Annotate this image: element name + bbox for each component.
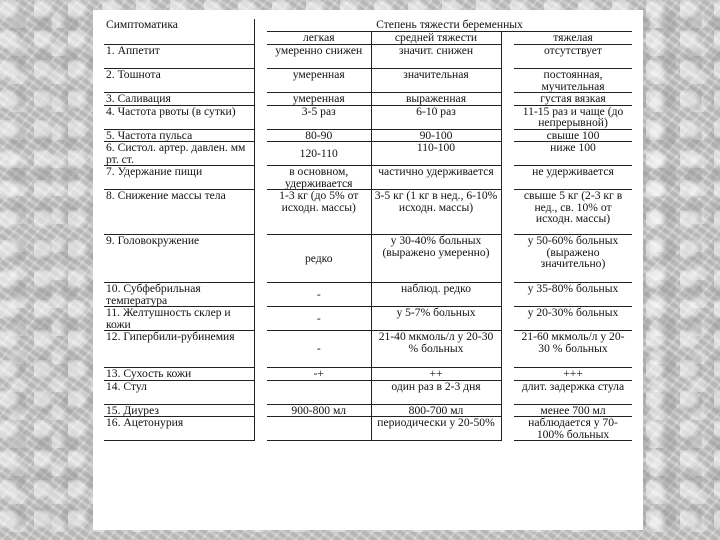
row-moderate: 3-5 кг (1 кг в нед., 6-10% исходн. массы)	[371, 190, 501, 235]
table-row	[104, 307, 632, 331]
row-moderate: у 30-40% больных (выражено умеренно)	[371, 235, 501, 283]
table-row	[104, 190, 632, 235]
row-mild: 3-5 раз	[267, 105, 371, 129]
row-mild: -	[267, 307, 371, 331]
row-moderate: один раз в 2-3 дня	[371, 380, 501, 404]
table-row	[104, 404, 632, 417]
row-moderate: 110-100	[371, 142, 501, 166]
row-mild: -+	[267, 368, 371, 381]
table-row	[104, 166, 632, 190]
row-symptom: 2. Тошнота	[104, 69, 254, 93]
row-symptom: 12. Гипербили-рубинемия	[104, 331, 254, 368]
row-symptom: 6. Систол. артер. давлен. мм рт. ст.	[104, 142, 254, 166]
row-moderate: частично удерживается	[371, 166, 501, 190]
row-mild	[267, 380, 371, 404]
table-row	[104, 105, 632, 129]
row-severe: у 20-30% больных	[514, 307, 632, 331]
row-symptom: 3. Саливация	[104, 93, 254, 106]
row-moderate: выраженная	[371, 93, 501, 106]
row-symptom: 7. Удержание пищи	[104, 166, 254, 190]
table-row	[104, 93, 632, 106]
row-severe: менее 700 мл	[514, 404, 632, 417]
row-symptom: 16. Ацетонурия	[104, 417, 254, 441]
row-mild: 900-800 мл	[267, 404, 371, 417]
row-symptom: 15. Диурез	[104, 404, 254, 417]
row-severe: 21-60 мкмоль/л у 20-30 % больных	[514, 331, 632, 368]
row-mild: умеренная	[267, 69, 371, 93]
row-symptom: 5. Частота пульса	[104, 129, 254, 142]
row-mild: -	[267, 331, 371, 368]
table-row	[104, 142, 632, 166]
row-moderate: ++	[371, 368, 501, 381]
row-symptom: 8. Снижение массы тела	[104, 190, 254, 235]
table-row	[104, 235, 632, 283]
header-row	[104, 19, 632, 32]
row-symptom: 10. Субфебрильная температура	[104, 283, 254, 307]
row-severe: ниже 100	[514, 142, 632, 166]
row-severe: +++	[514, 368, 632, 381]
table-row	[104, 45, 632, 69]
header-symptom: Симптоматика	[104, 19, 254, 45]
row-mild: 80-90	[267, 129, 371, 142]
row-mild: -	[267, 283, 371, 307]
row-mild: в основном, удерживается	[267, 166, 371, 190]
row-symptom: 4. Частота рвоты (в сутки)	[104, 105, 254, 129]
row-moderate: периодически у 20-50%	[371, 417, 501, 441]
row-moderate: значительная	[371, 69, 501, 93]
header-mild: легкая	[267, 32, 371, 45]
row-severe: отсутствует	[514, 45, 632, 69]
row-symptom: 14. Стул	[104, 380, 254, 404]
row-moderate: 800-700 мл	[371, 404, 501, 417]
table-row	[104, 69, 632, 93]
row-mild: умеренная	[267, 93, 371, 106]
row-mild: 120-110	[267, 142, 371, 166]
header-severe: тяжелая	[514, 32, 632, 45]
row-mild	[267, 417, 371, 441]
table-row	[104, 368, 632, 381]
table-row	[104, 380, 632, 404]
row-moderate: значит. снижен	[371, 45, 501, 69]
row-symptom: 11. Желтушность склер и кожи	[104, 307, 254, 331]
row-moderate: у 5-7% больных	[371, 307, 501, 331]
row-moderate: 6-10 раз	[371, 105, 501, 129]
row-severe: не удерживается	[514, 166, 632, 190]
row-moderate: 21-40 мкмоль/л у 20-30 % больных	[371, 331, 501, 368]
row-severe: густая вязкая	[514, 93, 632, 106]
table-row	[104, 129, 632, 142]
row-symptom: 13. Сухость кожи	[104, 368, 254, 381]
header-severity: Степень тяжести беременных	[267, 19, 632, 32]
severity-table	[104, 19, 632, 441]
table-row	[104, 417, 632, 441]
row-severe: постоянная, мучительная	[514, 69, 632, 93]
row-mild: 1-3 кг (до 5% от исходн. массы)	[267, 190, 371, 235]
row-symptom: 9. Головокружение	[104, 235, 254, 283]
row-mild: умеренно снижен	[267, 45, 371, 69]
row-severe: 11-15 раз и чаще (до непрерывной)	[514, 105, 632, 129]
document-page	[93, 10, 643, 530]
row-severe: свыше 100	[514, 129, 632, 142]
row-mild: редко	[267, 235, 371, 283]
row-severe: у 50-60% больных (выражено значительно)	[514, 235, 632, 283]
row-moderate: наблюд. редко	[371, 283, 501, 307]
row-severe: у 35-80% больных	[514, 283, 632, 307]
row-symptom: 1. Аппетит	[104, 45, 254, 69]
row-severe: длит. задержка стула	[514, 380, 632, 404]
row-severe: наблюдается у 70-100% больных	[514, 417, 632, 441]
row-severe: свыше 5 кг (2-3 кг в нед., св. 10% от исходн. массы)	[514, 190, 632, 235]
row-moderate: 90-100	[371, 129, 501, 142]
table-row	[104, 283, 632, 307]
header-moderate: средней тяжести	[371, 32, 501, 45]
table-row	[104, 331, 632, 368]
